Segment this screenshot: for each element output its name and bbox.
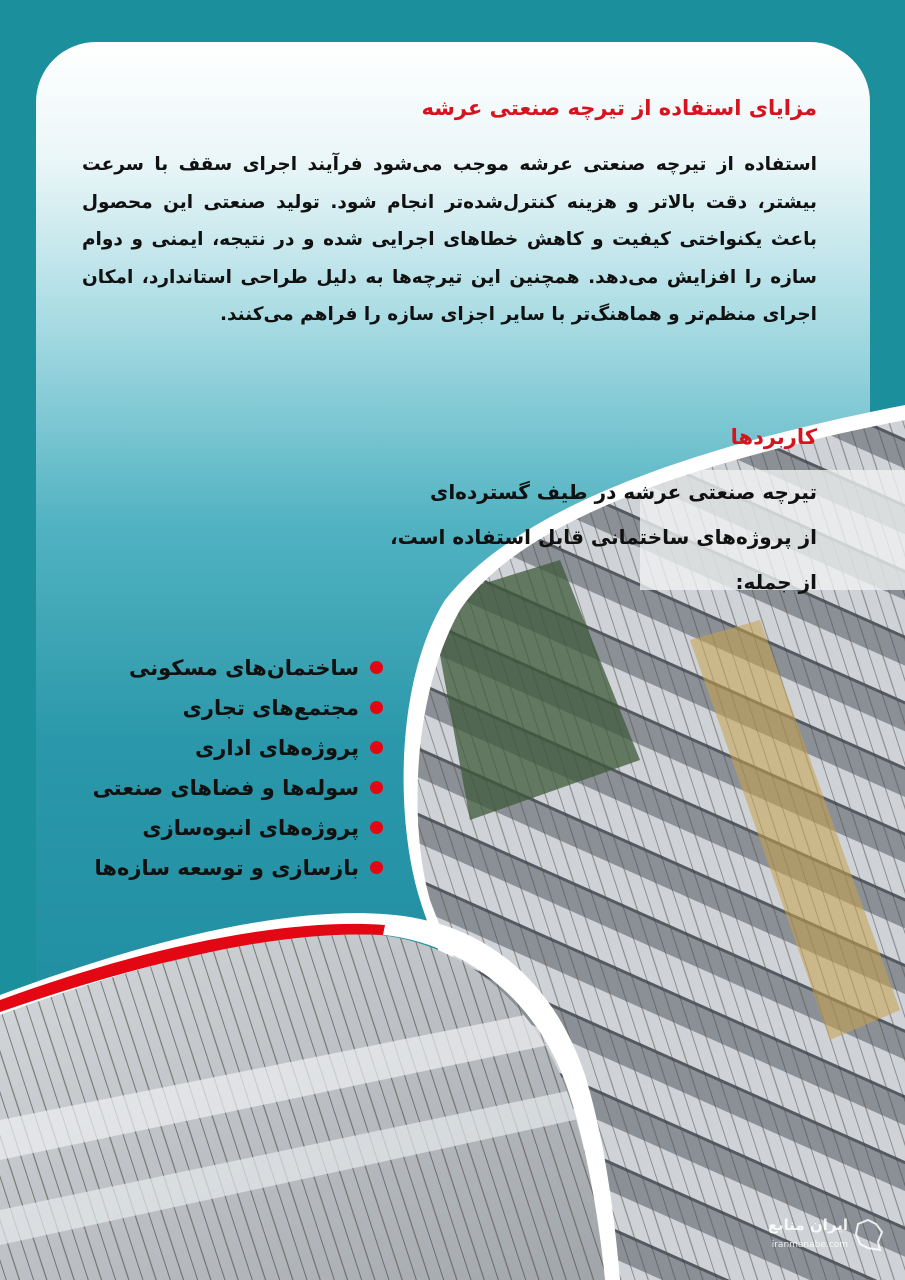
applications-intro bbox=[137, 470, 817, 605]
brand-logo bbox=[708, 1212, 888, 1262]
list-item: سوله‌ها و فضاهای صنعتی bbox=[93, 768, 383, 808]
list-item: مجتمع‌های تجاری bbox=[93, 688, 383, 728]
list-item: پروژه‌های انبوه‌سازی bbox=[93, 808, 383, 848]
advantages-paragraph: استفاده از تیرچه صنعتی عرشه موجب می‌شود فرآیند اجرای سقف با سرعت بیشتر، دقت بالاتر و هزینه کنترل‌شده‌تر انجام شود. تولید صنعتی این محصول باعث یکنواختی کیفیت و کاهش خطاهای اجرایی شده و در نتیجه، ایمنی و دوام سازه را افزایش می‌دهد. همچنین این تیرچه‌ها به دلیل طراحی استاندارد، امکان اجرای منظم‌تر و هماهنگ‌تر با سایر اجزای سازه را فراهم می‌کنند. bbox=[82, 154, 817, 325]
advantages-title: مزایای استفاده از تیرچه صنعتی عرشه bbox=[421, 96, 817, 120]
bullet-icon bbox=[370, 781, 383, 794]
applications-title: کاربردها bbox=[730, 425, 817, 449]
applications-intro-line-3: از جمله: bbox=[735, 570, 817, 594]
bullet-icon bbox=[370, 861, 383, 874]
list-item: ساختمان‌های مسکونی bbox=[93, 648, 383, 688]
brand-url: iranmanabe.com bbox=[771, 1240, 848, 1250]
bullet-icon bbox=[370, 821, 383, 834]
applications-intro-line-1: تیرچه صنعتی عرشه در طیف گسترده‌ای bbox=[430, 480, 817, 504]
applications-list bbox=[93, 648, 383, 888]
applications-intro-line-2: از پروژه‌های ساختمانی قابل استفاده است، bbox=[390, 525, 817, 549]
brand-name: ایران منابع bbox=[767, 1216, 848, 1234]
bullet-icon bbox=[370, 741, 383, 754]
list-item: پروژه‌های اداری bbox=[93, 728, 383, 768]
bullet-icon bbox=[370, 661, 383, 674]
iran-map-icon bbox=[854, 1218, 884, 1252]
bullet-icon bbox=[370, 701, 383, 714]
list-item: بازسازی و توسعه سازه‌ها bbox=[93, 848, 383, 888]
